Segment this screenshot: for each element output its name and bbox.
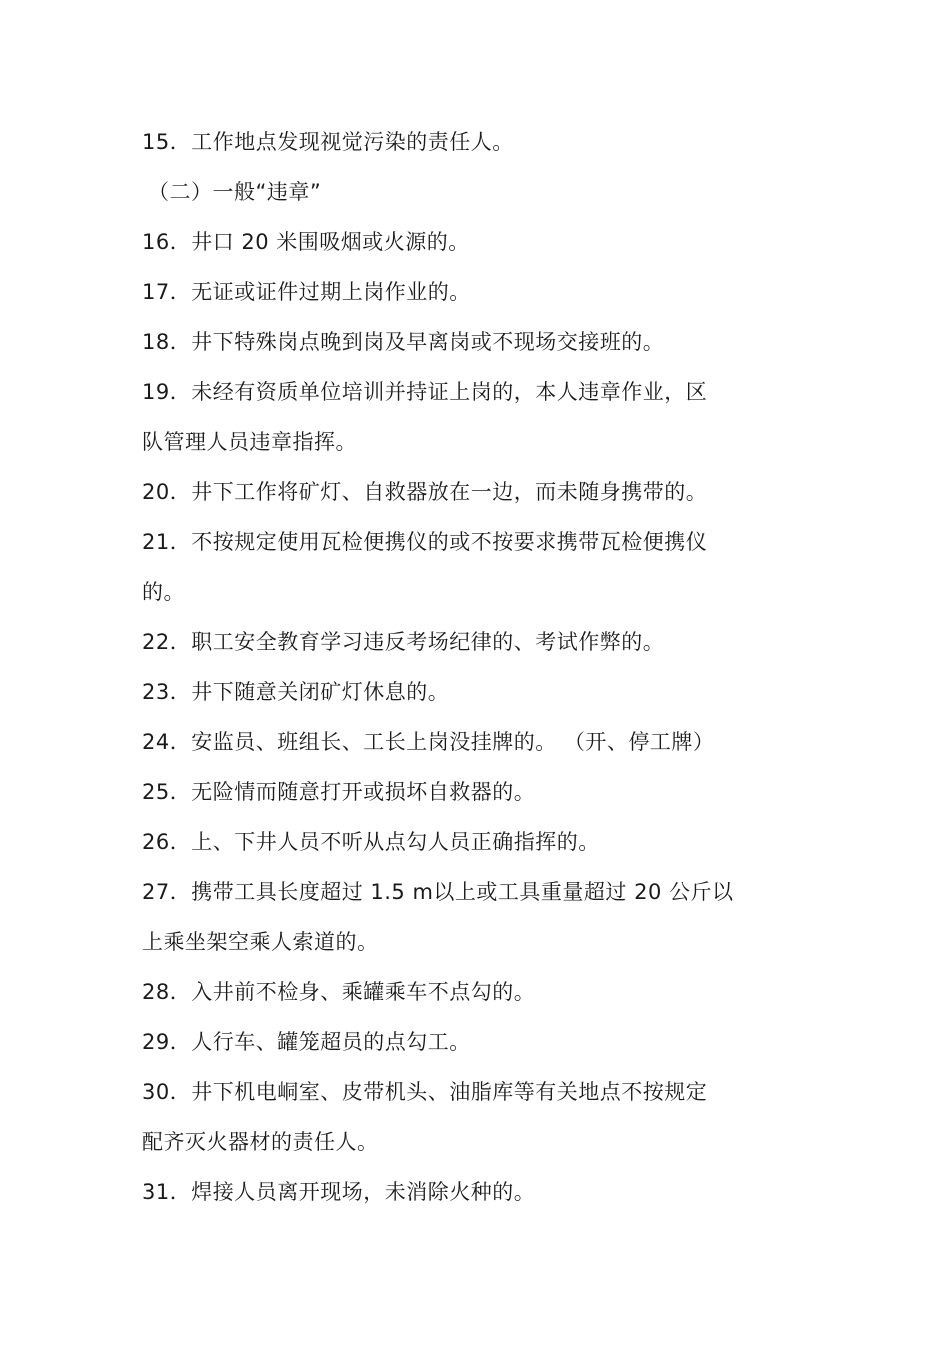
- item-17: 17．无证或证件过期上岗作业的。: [142, 280, 471, 304]
- item-19-continued: 队管理人员违章指挥。: [142, 430, 357, 454]
- item-25: 25．无险情而随意打开或损坏自救器的。: [142, 780, 536, 804]
- item-31: 31．焊接人员离开现场，未消除火种的。: [142, 1180, 536, 1204]
- item-16: 16．井口 20 米围吸烟或火源的。: [142, 230, 470, 254]
- item-23: 23．井下随意关闭矿灯休息的。: [142, 680, 450, 704]
- item-28: 28．入井前不检身、乘罐乘车不点勾的。: [142, 980, 536, 1004]
- item-30-continued: 配齐灭火器材的责任人。: [142, 1130, 379, 1154]
- item-15: 15．工作地点发现视觉污染的责任人。: [142, 130, 514, 154]
- item-30: 30．井下机电峒室、皮带机头、油脂库等有关地点不按规定: [142, 1080, 708, 1104]
- item-21: 21．不按规定使用瓦检便携仪的或不按要求携带瓦检便携仪: [142, 530, 708, 554]
- item-19: 19．未经有资质单位培训并持证上岗的，本人违章作业，区: [142, 380, 708, 404]
- item-21-continued: 的。: [142, 580, 185, 604]
- item-22: 22．职工安全教育学习违反考场纪律的、考试作弊的。: [142, 630, 665, 654]
- item-24: 24．安监员、班组长、工长上岗没挂牌的。 （开、停工牌）: [142, 730, 715, 754]
- item-27-continued: 上乘坐架空乘人索道的。: [142, 930, 379, 954]
- item-27: 27．携带工具长度超过 1.5 m以上或工具重量超过 20 公斤以: [142, 880, 734, 904]
- item-26: 26．上、下井人员不听从点勾人员正确指挥的。: [142, 830, 600, 854]
- section-heading-general-violations: （二）一般“违章”: [148, 180, 322, 204]
- item-20: 20．井下工作将矿灯、自救器放在一边，而未随身携带的。: [142, 480, 708, 504]
- item-29: 29．人行车、罐笼超员的点勾工。: [142, 1030, 471, 1054]
- item-18: 18．井下特殊岗点晚到岗及早离岗或不现场交接班的。: [142, 330, 665, 354]
